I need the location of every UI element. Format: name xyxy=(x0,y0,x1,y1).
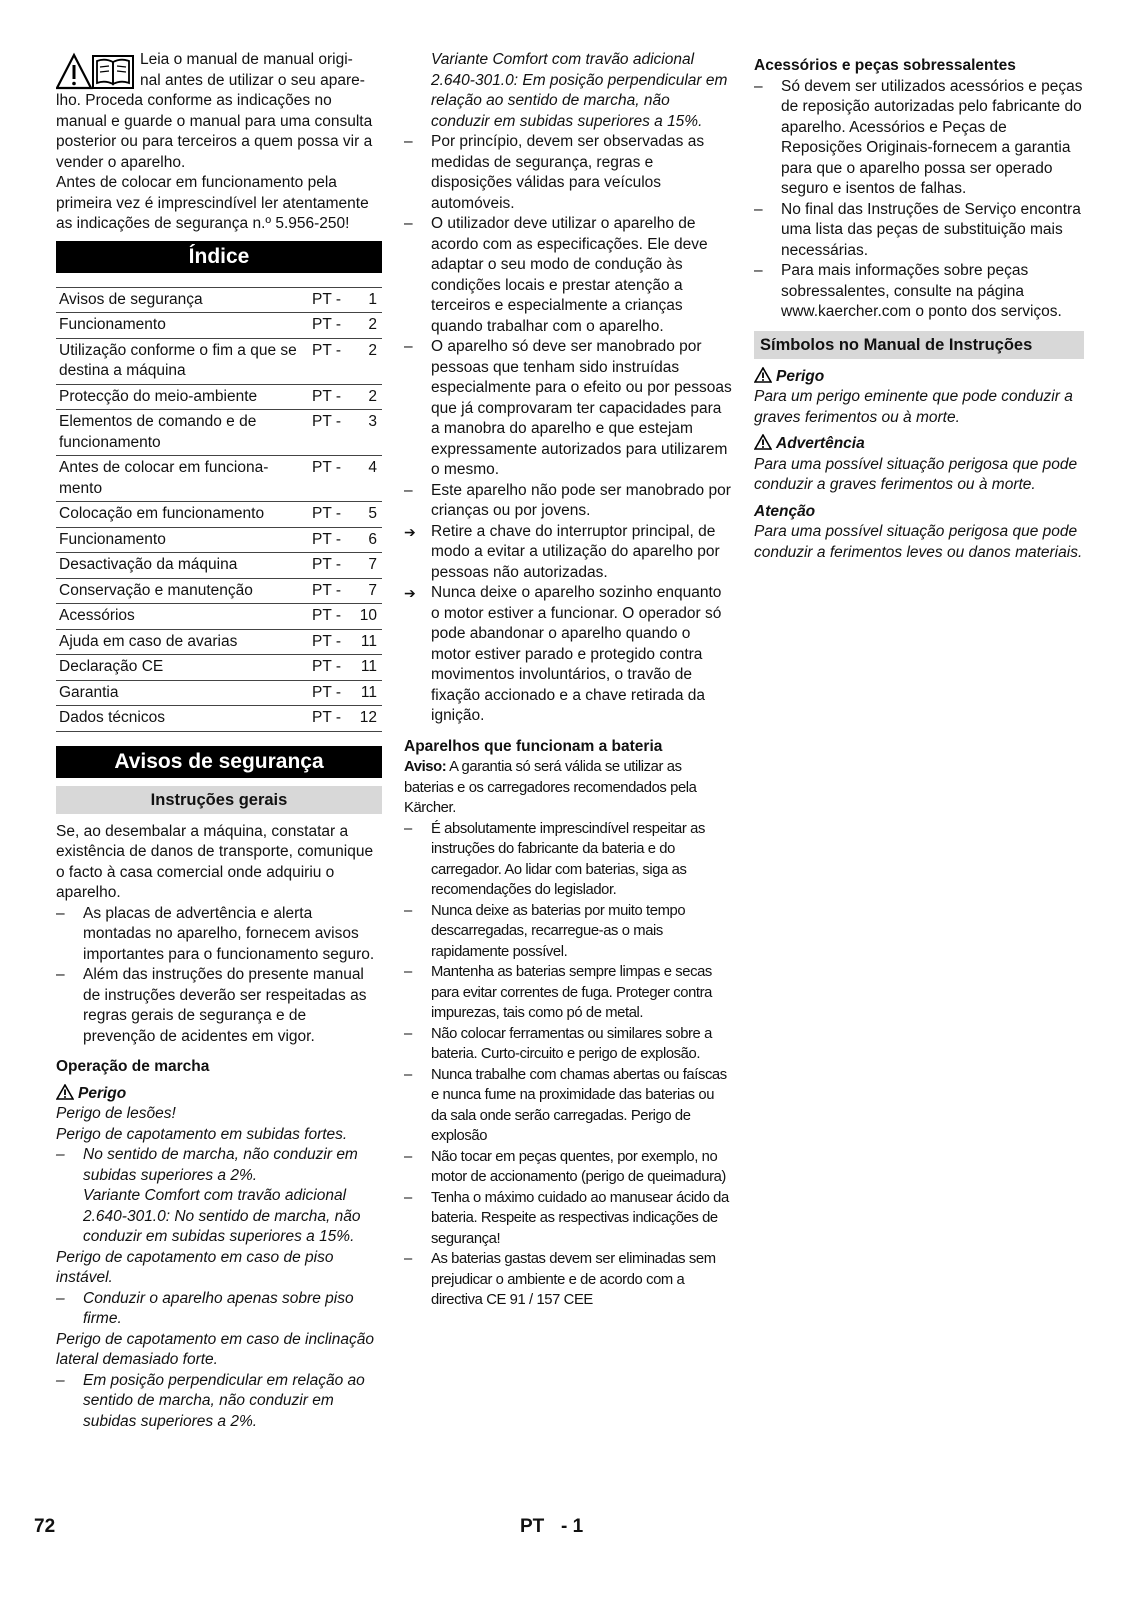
toc-prefix: PT - xyxy=(310,456,350,502)
toc-page: 6 xyxy=(350,527,382,553)
advertencia-title xyxy=(754,434,1084,455)
list-item: ➔ Retire a chave do interruptor principal, de modo a evitar a utilização do aparelho por pessoas não autorizadas. xyxy=(404,522,732,584)
perigo-title xyxy=(754,367,1084,388)
table-of-contents xyxy=(56,287,382,732)
toc-row xyxy=(56,502,382,528)
toc-row xyxy=(56,706,382,732)
list-item: – Não tocar em peças quentes, por exemplo, no motor de accionamento (perigo de queimadura) xyxy=(404,1147,732,1188)
list-item: – Só devem ser utilizados acessórios e peças de reposição autorizadas pelo fabricante do aparelho. Acessórios e Peças de Reposições Originais-fornecem a garantia para que o aparelho possa ser operado seguro e isentos de falhas. xyxy=(754,77,1084,200)
toc-prefix: PT - xyxy=(310,680,350,706)
battery-list xyxy=(404,819,732,1311)
perigo-text: Para um perigo eminente que pode conduzir a graves ferimentos ou à morte. xyxy=(754,388,1073,426)
general-instructions-heading: Instruções gerais xyxy=(56,786,382,814)
advertencia-label: Advertência xyxy=(776,435,865,452)
atencao-title: Atenção xyxy=(754,502,816,520)
danger-line: Perigo de capotamento em caso de inclinação lateral demasiado forte. xyxy=(56,1330,374,1368)
list-item: – Não colocar ferramentas ou similares sobre a bateria. Curto-circuito e perigo de explosão. xyxy=(404,1024,732,1065)
operation-heading: Operação de marcha xyxy=(56,1058,210,1075)
toc-title: Declaração CE xyxy=(56,655,310,681)
list-item: – Tenha o máximo cuidado ao manusear ácido da bateria. Respeite as respectivas indicações de segurança! xyxy=(404,1188,732,1250)
toc-prefix: PT - xyxy=(310,604,350,630)
toc-row xyxy=(56,553,382,579)
footer-page-ref: - 1 xyxy=(561,1516,584,1537)
list-item-text: No sentido de marcha, não conduzir em subidas superiores a 2%. xyxy=(83,1146,358,1184)
toc-title: Protecção do meio-ambiente xyxy=(56,384,310,410)
toc-row xyxy=(56,655,382,681)
list-item: – Nunca trabalhe com chamas abertas ou faíscas e nunca fume na proximidade das baterias ou da sala onde serão carregadas. Perigo de explosão xyxy=(404,1065,732,1147)
continued-list xyxy=(404,50,732,132)
list-item: – Este aparelho não pode ser manobrado por crianças ou por jovens. xyxy=(404,481,732,522)
toc-title: Ajuda em caso de avarias xyxy=(56,629,310,655)
list-item-text: Variante Comfort com travão adicional 2.640-301.0: No sentido de marcha, não conduzir em subidas superiores a 15%. xyxy=(83,1187,361,1245)
list-item: ➔ Nunca deixe o aparelho sozinho enquanto o motor estiver a funcionar. O operador só pode abandonar o aparelho quando o motor estiver parado e protegido contra movimentos involuntários, o travão de fixação accionado e a chave retirada da ignição. xyxy=(404,583,732,727)
danger-label: Perigo xyxy=(78,1084,127,1102)
perigo-label: Perigo xyxy=(776,367,825,385)
intro-line-1: Leia o manual de manual origi- xyxy=(140,51,353,68)
toc-prefix: PT - xyxy=(310,553,350,579)
intro xyxy=(56,50,382,235)
danger-list xyxy=(56,1145,382,1248)
toc-prefix: PT - xyxy=(310,384,350,410)
toc-page: 10 xyxy=(350,604,382,630)
column-1 xyxy=(56,50,382,1432)
list-item: – As placas de advertência e alerta montadas no aparelho, fornecem avisos importantes para o funcionamento seguro. xyxy=(56,904,382,966)
toc-title: Funcionamento xyxy=(56,527,310,553)
toc-title: Avisos de segurança xyxy=(56,287,310,313)
intro-paragraph-2: Antes de colocar em funcionamento pela primeira vez é imprescindível ler atentamente as indicações de segurança n.º 5.956-250! xyxy=(56,174,369,232)
list-item: – Por princípio, devem ser observadas as medidas de segurança, regras e disposições válidas para veículos automóveis. xyxy=(404,132,732,214)
toc-prefix: PT - xyxy=(310,527,350,553)
list-item: – Além das instruções do presente manual de instruções deverão ser respeitadas as regras gerais de segurança e de prevenção de acidentes em vigor. xyxy=(56,965,382,1047)
list-item: – Mantenha as baterias sempre limpas e secas para evitar correntes de fuga. Proteger contra impurezas, tais como pó de metal. xyxy=(404,962,732,1024)
toc-prefix: PT - xyxy=(310,706,350,732)
toc-page: 2 xyxy=(350,338,382,384)
toc-page: 11 xyxy=(350,629,382,655)
list-item: – As baterias gastas devem ser eliminadas sem prejudicar o ambiente e de acordo com a directiva CE 91 / 157 CEE xyxy=(404,1249,732,1311)
toc-page: 1 xyxy=(350,287,382,313)
toc-row xyxy=(56,629,382,655)
toc-prefix: PT - xyxy=(310,578,350,604)
warning-triangle-icon xyxy=(754,367,772,383)
toc-row xyxy=(56,384,382,410)
toc-page: 4 xyxy=(350,456,382,502)
toc-prefix: PT - xyxy=(310,338,350,384)
warning-manual-icon xyxy=(56,52,136,92)
action-list xyxy=(404,522,732,727)
toc-prefix: PT - xyxy=(310,655,350,681)
list-item: – Em posição perpendicular em relação ao sentido de marcha, não conduzir em subidas superiores a 2%. xyxy=(56,1371,382,1433)
general-paragraph: Se, ao desembalar a máquina, constatar a existência de danos de transporte, comunique o facto à casa comercial onde adquiriu o aparelho. xyxy=(56,822,374,901)
danger-list xyxy=(56,1289,382,1330)
danger-line: Perigo de capotamento em caso de piso instável. xyxy=(56,1248,334,1286)
toc-title: Utilização conforme o fim a que se destina a máquina xyxy=(56,338,310,384)
battery-notice-label: Aviso: xyxy=(404,759,447,775)
toc-prefix: PT - xyxy=(310,410,350,456)
list-item: – Nunca deixe as baterias por muito tempo descarregadas, recarregue-as o mais rapidamente possível. xyxy=(404,901,732,963)
toc-title: Elementos de comando e de funcionamento xyxy=(56,410,310,456)
toc-page: 2 xyxy=(350,313,382,339)
toc-row xyxy=(56,456,382,502)
list-item: – Para mais informações sobre peças sobressalentes, consulte na página www.kaercher.com o ponto dos serviços. xyxy=(754,261,1084,323)
list-item: – No final das Instruções de Serviço encontra uma lista das peças de substituição mais necessárias. xyxy=(754,200,1084,262)
danger-line: Perigo de capotamento em subidas fortes. xyxy=(56,1125,348,1143)
list-item: – Conduzir o aparelho apenas sobre piso firme. xyxy=(56,1289,382,1330)
toc-title: Garantia xyxy=(56,680,310,706)
toc-row xyxy=(56,604,382,630)
toc-title: Dados técnicos xyxy=(56,706,310,732)
list-item-continued: Variante Comfort com travão adicional 2.640-301.0: Em posição perpendicular em relação ao sentido de marcha, não conduzir em subidas superiores a 15%. xyxy=(431,51,728,130)
danger-line: Perigo de lesões! xyxy=(56,1105,176,1122)
warning-triangle-icon xyxy=(754,434,772,450)
list-item: – O aparelho só deve ser manobrado por pessoas que tenham sido instruídas especialmente para o efeito ou por pessoas que já comprovaram ter capacidades para a manobra do aparelho e que estejam expressamente autorizados para utilizarem o mesmo. xyxy=(404,337,732,481)
footer-lang: PT xyxy=(520,1516,545,1537)
list-item xyxy=(56,1145,382,1248)
toc-page: 7 xyxy=(350,578,382,604)
toc-title: Conservação e manutenção xyxy=(56,578,310,604)
accessories-heading: Acessórios e peças sobressalentes xyxy=(754,57,1016,74)
column-3 xyxy=(754,50,1084,563)
battery-heading: Aparelhos que funcionam a bateria xyxy=(404,737,663,755)
advertencia-text: Para uma possível situação perigosa que pode conduzir a graves ferimentos ou à morte. xyxy=(754,455,1078,493)
battery-notice xyxy=(404,757,732,819)
toc-row xyxy=(56,313,382,339)
toc-row xyxy=(56,338,382,384)
toc-page: 2 xyxy=(350,384,382,410)
page-number: 72 xyxy=(34,1516,56,1537)
intro-text: lho. Proceda conforme as indicações no manual e guarde o manual para uma consulta posterior ou para terceiros a quem possa vir a vender o aparelho. xyxy=(56,92,373,171)
driving-list xyxy=(404,132,732,522)
symbols-heading: Símbolos no Manual de Instruções xyxy=(754,331,1084,359)
toc-page: 11 xyxy=(350,655,382,681)
intro-line-2: nal antes de utilizar o seu apare- xyxy=(140,71,365,89)
warning-triangle-icon xyxy=(56,1084,74,1100)
index-heading: Índice xyxy=(56,241,382,273)
atencao-text: Para uma possível situação perigosa que pode conduzir a ferimentos leves ou danos materiais. xyxy=(754,523,1083,561)
toc-prefix: PT - xyxy=(310,629,350,655)
list-item: – O utilizador deve utilizar o aparelho de acordo com as especificações. Ele deve adaptar o seu modo de condução às condições locais e prestar atenção a terceiros e especialmente a crianças quando trabalhar com o aparelho. xyxy=(404,214,732,337)
toc-prefix: PT - xyxy=(310,287,350,313)
toc-title: Desactivação da máquina xyxy=(56,553,310,579)
list-item: – É absolutamente imprescindível respeitar as instruções do fabricante da bateria e do carregador. Ao lidar com baterias, siga as recomendações do legislador. xyxy=(404,819,732,901)
battery-notice-text: A garantia só será válida se utilizar as baterias e os carregadores recomendados pela Kärcher. xyxy=(404,759,697,816)
toc-title: Colocação em funcionamento xyxy=(56,502,310,528)
toc-title: Antes de colocar em funciona-mento xyxy=(56,456,310,502)
toc-row xyxy=(56,578,382,604)
danger-title xyxy=(56,1084,382,1105)
toc-prefix: PT - xyxy=(310,313,350,339)
safety-heading: Avisos de segurança xyxy=(56,746,382,778)
toc-page: 3 xyxy=(350,410,382,456)
toc-page: 12 xyxy=(350,706,382,732)
danger-list xyxy=(56,1371,382,1433)
toc-title: Acessórios xyxy=(56,604,310,630)
toc-row xyxy=(56,410,382,456)
column-2 xyxy=(404,50,732,1311)
toc-prefix: PT - xyxy=(310,502,350,528)
toc-row xyxy=(56,287,382,313)
toc-page: 7 xyxy=(350,553,382,579)
toc-row xyxy=(56,680,382,706)
toc-row xyxy=(56,527,382,553)
toc-page: 5 xyxy=(350,502,382,528)
general-list xyxy=(56,904,382,1048)
accessories-list xyxy=(754,77,1084,323)
toc-page: 11 xyxy=(350,680,382,706)
toc-title: Funcionamento xyxy=(56,313,310,339)
